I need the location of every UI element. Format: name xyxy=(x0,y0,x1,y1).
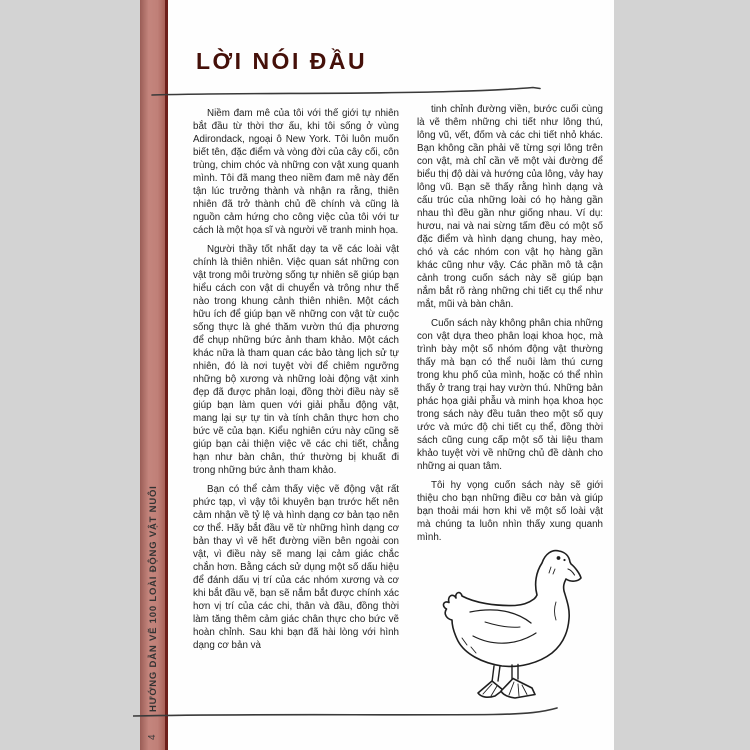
right-text-column xyxy=(417,103,603,550)
paragraph: Người thầy tốt nhất dạy ta vẽ các loài vật chính là thiên nhiên. Việc quan sát những con vật trong môi trường sống tự nhiên sẽ giúp bạn hiểu cách con vật di chuyển và trông như thế nào trong khung cảnh thiên nhiên. Một cách hữu ích để giúp bạn vẽ những con vật từ cuộc sống thực là ghé thăm vườn thú địa phương để chụp những bức ảnh tham khảo. Một cách khác nữa là tham quan các bảo tàng lịch sử tự nhiên, đó là nơi tuyệt vời để chiêm ngưỡng những bộ xương và những loài động vật xinh đẹp đã được phân loại, đồng thời điều này sẽ giúp bạn làm quen với giải phẫu động vật, mang lại sự tự tin và tính chân thực hơn cho bức vẽ của bạn. Kiểu nghiên cứu này cũng sẽ giúp bạn cải thiện việc vẽ các chi tiết, chẳng hạn như bàn chân, thứ thường bị khuất đi trong những bức ảnh tham khảo. xyxy=(193,244,399,476)
paragraph: Niềm đam mê của tôi với thế giới tự nhiên bắt đầu từ thời thơ ấu, khi tôi sống ở vùng Adirondack, ngoại ô New York. Tôi luôn muốn biết tên, đặc điểm và vòng đời của cây cối, côn trùng, chim chóc và những con vật xung quanh mình. Tôi đã mang theo niềm đam mê này đến tận lúc trưởng thành và nhận ra rằng, thiên nhiên đã trở thành chủ đề chính và cũng là nguồn cảm hứng cho công việc của tôi với tư cách là một họa sĩ và người vẽ tranh minh họa. xyxy=(193,108,399,236)
paragraph: Cuốn sách này không phân chia những con vật dựa theo phân loại khoa học, mà trình bày một số nhóm động vật thường thấy mà bạn có thể nuôi làm thú cưng trong khu phố của mình, hoặc có thể nhìn thấy ở trang trại hay vườn thú. Những bản phác họa giải phẫu và minh họa khoa học trong sách này đều tuân theo một số quy ước và mức độ chi tiết cụ thể, đồng thời sách cũng cung cấp một số tài liệu tham khảo tuyệt vời về những chủ đề dành cho những ai quan tâm. xyxy=(417,318,603,472)
paragraph: tinh chỉnh đường viền, bước cuối cùng là vẽ thêm những chi tiết như lông thú, lông vũ, vết, đốm và các chi tiết nhỏ khác. Bạn không cần phải vẽ từng sợi lông trên con vật, mà chỉ cần vẽ một vài đường để biểu thị độ dài và hướng của lông, vảy hay lông vũ. Bạn sẽ thấy rằng hình dạng và cấu trúc của những loài có họ hàng gần nhau thì đều gần như giống nhau. Ví dụ: hươu, nai và nai sừng tấm đều có một số đặc điểm và hình dạng chung, hay mèo, chó và các nhóm con vật họ hàng gần khác cũng như vậy. Các phần mô tả cận cảnh trong cuốn sách này sẽ giúp bạn nắm bắt rõ ràng những chi tiết cụ thể như mắt, mũi và bàn chân. xyxy=(417,104,603,310)
duck-illustration xyxy=(440,546,588,704)
bottom-page-rule xyxy=(133,706,565,722)
paragraph: Bạn có thể cảm thấy việc vẽ động vật rất phức tạp, vì vậy tôi khuyên bạn trước hết nên cảm nhận về tỷ lệ và hình dạng cơ bản tạo nên cơ thể. Hãy bắt đầu vẽ từ những hình dạng cơ bản thay vì vẽ hết đường viền bên ngoài con vật, vì điều này sẽ mang lại cảm giác chắc chắn hơn. Bằng cách sử dụng một số dấu hiệu để đánh dấu vị trí của các nhóm xương và cơ khi bắt đầu vẽ, bạn sẽ nắm bắt được chính xác hơn vị trí của các chi, thân và đầu, đồng thời làm tăng thêm cảm giác chân thực cho bức vẽ hoàn chỉnh. Sau khi bạn đã hài lòng với hình dạng cơ bản và xyxy=(193,484,399,651)
duck-line-drawing-svg xyxy=(440,546,588,704)
page-title: LỜI NÓI ĐẦU xyxy=(196,48,368,74)
paragraph: Tôi hy vọng cuốn sách này sẽ giới thiệu cho bạn những điều cơ bản và giúp bạn thoải mái hơn khi vẽ một số loài vật mà chúng ta luôn nhìn thấy xung quanh mình. xyxy=(417,480,603,543)
title-underline-rule xyxy=(150,84,545,98)
spine-vertical-title: HƯỚNG DẪN VẼ 100 LOÀI ĐỘNG VẬT NUÔI xyxy=(148,485,159,712)
page-number: 4 xyxy=(147,734,158,740)
left-text-column xyxy=(193,107,399,658)
